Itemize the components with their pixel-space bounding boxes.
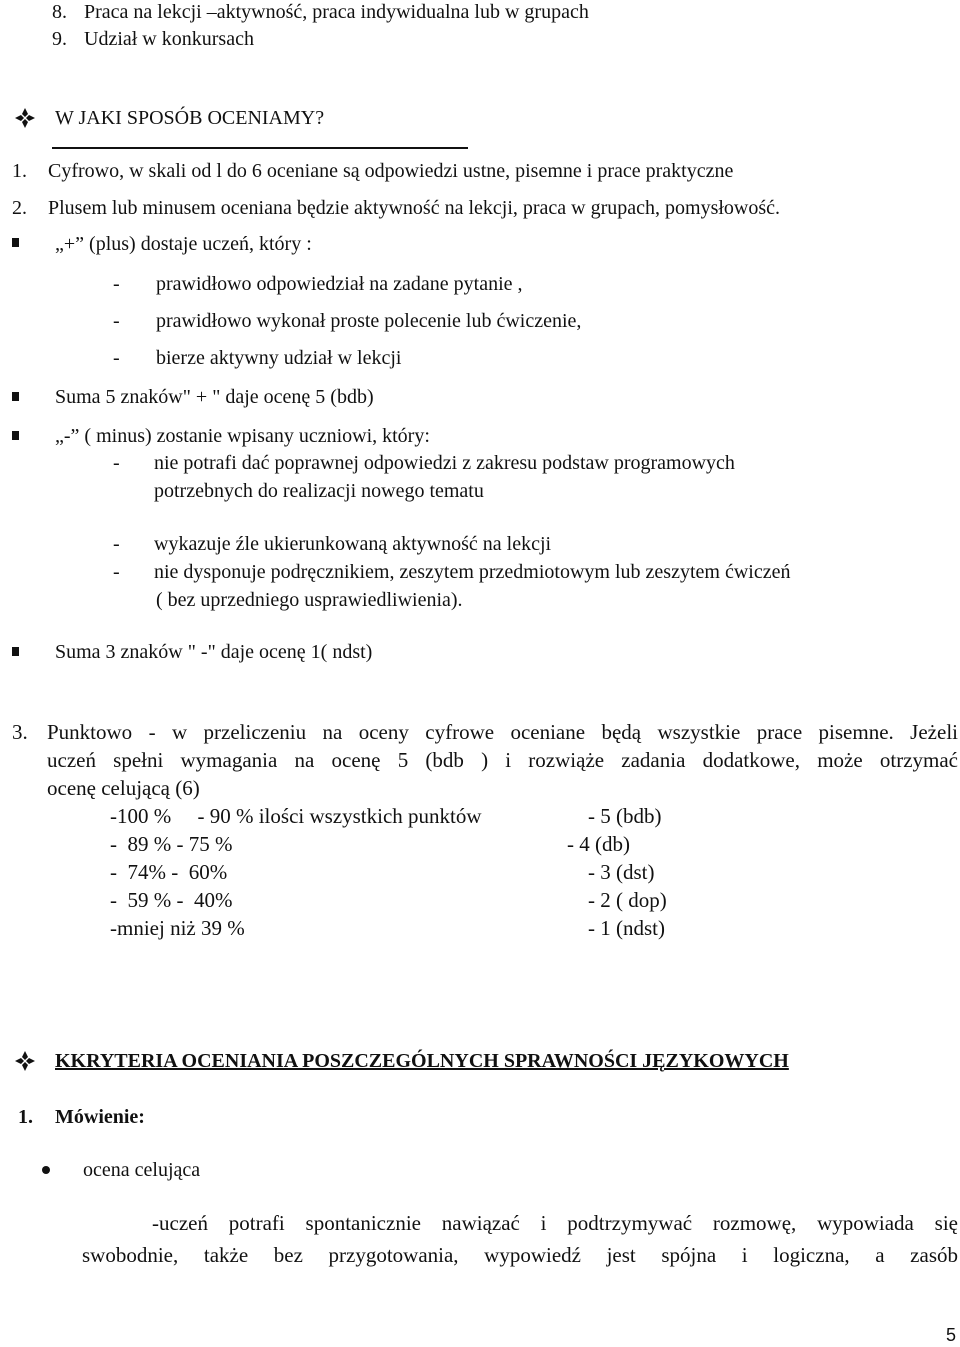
- subsection-number: 1.: [18, 1106, 33, 1128]
- diamond-bullet-icon: [14, 1050, 36, 1072]
- paragraph-line: uczeń spełni wymagania na ocenę 5 (bdb ) i rozwiąże zadania dodatkowe, może otrzymać: [47, 748, 958, 772]
- plus-sum: Suma 5 znaków" + " daje ocenę 5 (bdb): [55, 386, 374, 408]
- page-number: 5: [946, 1325, 957, 1345]
- list-item: [12, 159, 734, 183]
- section-heading: KKRYTERIA OCENIANIA POSZCZEGÓLNYCH SPRAWNOŚCI JĘZYKOWYCH: [55, 1050, 789, 1072]
- list-item: [12, 196, 781, 220]
- dash: -: [113, 452, 120, 474]
- list-text: Cyfrowo, w skali od l do 6 oceniane są odpowiedzi ustne, pisemne i prace praktyczne: [48, 160, 734, 182]
- square-bullet-icon: [12, 392, 19, 401]
- divider: [52, 147, 468, 149]
- scale-grade: - 5 (bdb): [588, 804, 662, 828]
- list-item: [52, 27, 254, 51]
- scale-grade: - 2 ( dop): [588, 888, 667, 912]
- plus-item: prawidłowo wykonał proste polecenie lub ćwiczenie,: [156, 310, 582, 332]
- grade-label: ocena celująca: [83, 1159, 201, 1181]
- scale-range: -100 % - 90 % ilości wszystkich punktów: [110, 804, 482, 828]
- paragraph-line: swobodnie, także bez przygotowania, wypowiedź jest spójna i logiczna, a zasób: [82, 1243, 958, 1267]
- bullet-dot-icon: [42, 1166, 50, 1174]
- dash: -: [113, 273, 120, 295]
- plus-item: bierze aktywny udział w lekcji: [156, 347, 402, 369]
- diamond-bullet-icon: [14, 107, 36, 129]
- scale-range: - 89 % - 75 %: [110, 832, 233, 856]
- square-bullet-icon: [12, 238, 19, 247]
- scale-grade: - 4 (db): [567, 832, 630, 856]
- list-number: 8.: [52, 1, 67, 23]
- dash: -: [113, 310, 120, 332]
- list-text: Udział w konkursach: [84, 28, 254, 50]
- plus-intro: „+” (plus) dostaje uczeń, który :: [55, 233, 312, 255]
- plus-item: prawidłowo odpowiedział na zadane pytanie ,: [156, 273, 523, 295]
- list-number: 9.: [52, 28, 67, 50]
- minus-item-cont: potrzebnych do realizacji nowego tematu: [154, 480, 484, 502]
- list-number: 3.: [12, 720, 28, 744]
- square-bullet-icon: [12, 431, 19, 440]
- list-text: Plusem lub minusem oceniana będzie aktywność na lekcji, praca w grupach, pomysłowość.: [48, 197, 781, 219]
- paragraph-line: -uczeń potrafi spontanicznie nawiązać i podtrzymywać rozmowę, wypowiada się: [152, 1211, 958, 1235]
- scale-grade: - 1 (ndst): [588, 916, 665, 940]
- scale-range: -mniej niż 39 %: [110, 916, 245, 940]
- scale-range: - 59 % - 40%: [110, 888, 233, 912]
- minus-item: nie dysponuje podręcznikiem, zeszytem przedmiotowym lub zeszytem ćwiczeń: [154, 561, 791, 583]
- list-number: 1.: [12, 160, 27, 182]
- dash: -: [113, 533, 120, 555]
- subsection-heading: Mówienie:: [55, 1106, 145, 1128]
- paragraph-line: Punktowo - w przeliczeniu na oceny cyfrowe oceniane będą wszystkie prace pisemne. Jeżeli: [47, 720, 958, 744]
- minus-sum: Suma 3 znaków " -" daje ocenę 1( ndst): [55, 641, 373, 663]
- scale-range: - 74% - 60%: [110, 860, 228, 884]
- list-number: 2.: [12, 197, 27, 219]
- list-text: Praca na lekcji –aktywność, praca indywidualna lub w grupach: [84, 1, 589, 23]
- dash: -: [113, 561, 120, 583]
- list-item: [52, 0, 589, 24]
- minus-item: nie potrafi dać poprawnej odpowiedzi z zakresu podstaw programowych: [154, 452, 735, 474]
- minus-item: wykazuje źle ukierunkowaną aktywność na lekcji: [154, 533, 552, 555]
- scale-grade: - 3 (dst): [588, 860, 655, 884]
- section-heading: W JAKI SPOSÓB OCENIAMY?: [55, 107, 325, 129]
- minus-intro: „-” ( minus) zostanie wpisany uczniowi, który:: [55, 425, 430, 447]
- paragraph-line: ocenę celującą (6): [47, 776, 200, 800]
- square-bullet-icon: [12, 647, 19, 656]
- dash: -: [113, 347, 120, 369]
- minus-item-cont: ( bez uprzedniego usprawiedliwienia).: [156, 589, 463, 611]
